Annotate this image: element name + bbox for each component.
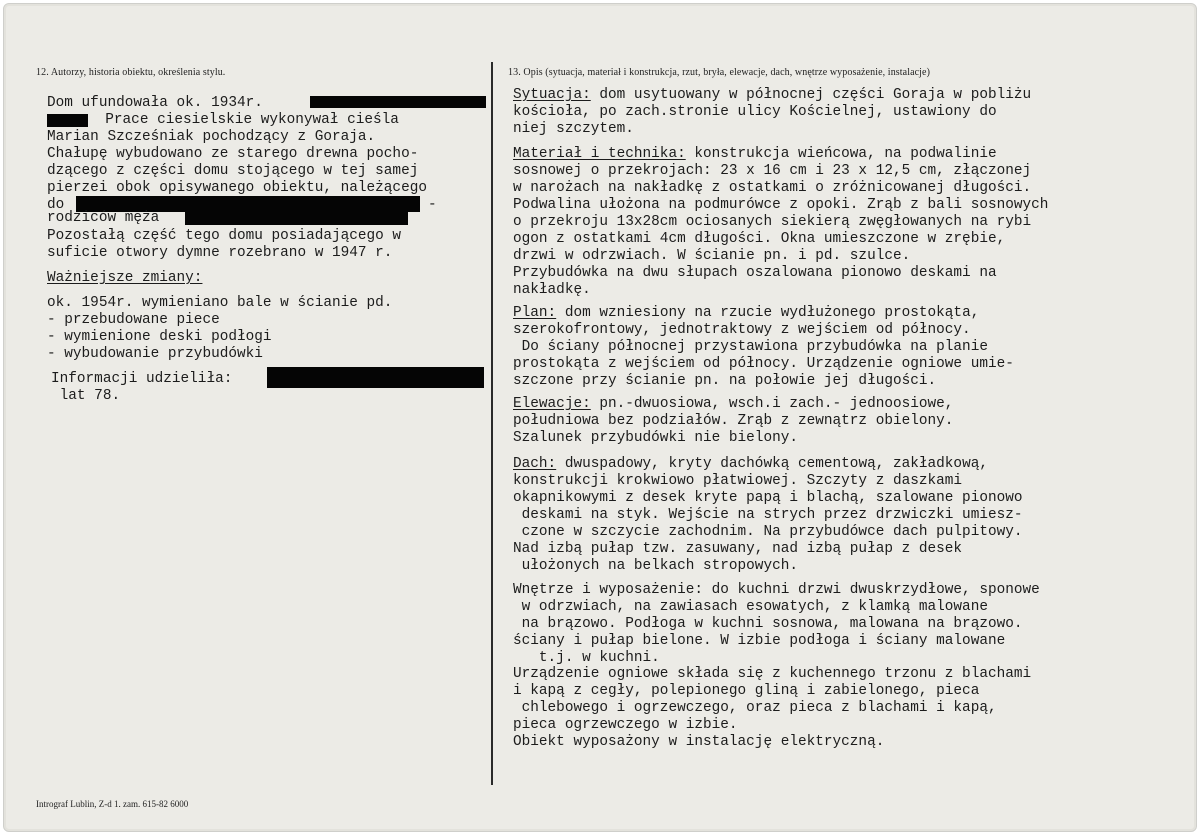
history-line: pierzei obok opisywanego obiektu, należącego <box>47 180 427 196</box>
material-line: w narożach na nakładkę z ostatkami o zróżnicowanej długości. <box>513 180 1032 196</box>
dach-section <box>513 456 988 473</box>
change-item: - przebudowane piece <box>47 312 220 328</box>
wnetrze-line: t.j. w kuchni. <box>513 650 660 666</box>
plan-label: Plan: <box>513 305 557 321</box>
history-line: rodziców męża <box>47 210 160 226</box>
change-item: - wymienione deski podłogi <box>47 329 272 345</box>
informant-label: Informacji udzieliła: <box>51 371 233 387</box>
plan-line: prostokąta z wejściem od północy. Urządzenie ogniowe umie- <box>513 356 1014 372</box>
informant-age: lat 78. <box>51 388 121 404</box>
history-dash: - <box>428 197 437 213</box>
history-line: Chałupę wybudowano ze starego drewna pocho- <box>47 146 419 162</box>
wnetrze-line: pieca ogrzewczego w izbie. <box>513 717 738 733</box>
dach-line: deskami na styk. Wejście na strych przez drzwiczki umiesz- <box>513 507 1023 523</box>
dach-line: ułożonych na belkach stropowych. <box>513 558 798 574</box>
plan-line: szerokofrontowy, jednotraktowy z wejściem od północy. <box>513 322 971 338</box>
wnetrze-line: w odrzwiach, na zawiasach esowatych, z klamką malowane <box>513 599 988 615</box>
history-line: Dom ufundowała ok. 1934r. <box>47 95 263 111</box>
elewacje-line: południowa bez podziałów. Zrąb z zewnątrz obielony. <box>513 413 954 429</box>
wnetrze-line: ściany i pułap bielone. W izbie podłoga i ściany malowane <box>513 633 1006 649</box>
history-line: suficie otwory dymne rozebrano w 1947 r. <box>47 245 393 261</box>
section-12-header: 12. Autorzy, historia obiektu, określenia stylu. <box>36 67 226 78</box>
sytuacja-label: Sytuacja: <box>513 87 591 103</box>
material-line: nakładkę. <box>513 282 591 298</box>
material-line: o przekroju 13x28cm ociosanych siekierą zwęgłowanych na rybi <box>513 214 1032 230</box>
plan-text: dom wzniesiony na rzucie wydłużonego prostokąta, <box>556 305 980 321</box>
wnetrze-line: Wnętrze i wyposażenie: do kuchni drzwi dwuskrzydłowe, sponowe <box>513 582 1040 598</box>
wnetrze-line: chlebowego i ogrzewczego, oraz pieca z blachami i kapą, <box>513 700 997 716</box>
material-section <box>513 146 997 163</box>
redaction-bar <box>310 96 486 108</box>
wnetrze-line: i kapą z cegły, polepionego gliną i zabielonego, pieca <box>513 683 980 699</box>
dach-label: Dach: <box>513 456 557 472</box>
elewacje-text: pn.-dwuosiowa, wsch.i zach.- jednoosiowe, <box>590 396 954 412</box>
redaction-bar <box>47 114 88 127</box>
changes-heading: Ważniejsze zmiany: <box>47 270 203 286</box>
plan-line: szczone przy ścianie pn. na połowie jej długości. <box>513 373 937 389</box>
history-line: dzącego z części domu stojącego w tej samej <box>47 163 419 179</box>
history-line: Pozostałą część tego domu posiadającego w <box>47 228 402 244</box>
elewacje-label: Elewacje: <box>513 396 591 412</box>
elewacje-line: Szalunek przybudówki nie bielony. <box>513 430 798 446</box>
plan-line: Do ściany północnej przystawiona przybudówka na planie <box>513 339 988 355</box>
wnetrze-line: Urządzenie ogniowe składa się z kuchennego trzonu z blachami <box>513 666 1032 682</box>
material-line: sosnowej o przekrojach: 23 x 16 cm i 23 x 12,5 cm, złączonej <box>513 163 1032 179</box>
dach-line: Nad izbą pułap tzw. zasuwany, nad izbą pułap z desek <box>513 541 963 557</box>
elewacje-section <box>513 396 953 413</box>
sytuacja-section <box>513 87 1031 104</box>
change-item: - wybudowanie przybudówki <box>47 346 263 362</box>
dach-line: konstrukcji krokwiowo płatwiowej. Szczyty z daszkami <box>513 473 963 489</box>
dach-line: okapnikowymi z desek kryte papą i blachą, szalowane pionowo <box>513 490 1023 506</box>
wnetrze-line: na brązowo. Podłoga w kuchni sosnowa, malowana na brązowo. <box>513 616 1023 632</box>
section-13-header: 13. Opis (sytuacja, materiał i konstrukcja, rzut, bryła, elewacje, dach, wnętrze wyposażenie, instalacje) <box>508 67 930 78</box>
plan-section <box>513 305 979 322</box>
material-line: ogon z ostatkami 4cm długości. Okna umieszczone w zrębie, <box>513 231 1006 247</box>
wnetrze-line: Obiekt wyposażony w instalację elektryczną. <box>513 734 885 750</box>
printer-imprint: Intrograf Lublin, Z-d 1. zam. 615-82 6000 <box>36 799 189 809</box>
sytuacja-text: dom usytuowany w północnej części Goraja w pobliżu <box>590 87 1032 103</box>
history-line: do <box>47 197 65 213</box>
dach-text: dwuspadowy, kryty dachówką cementową, zakładkową, <box>556 456 988 472</box>
sytuacja-line: kościoła, po zach.stronie ulicy Kościelnej, ustawiony do <box>513 104 997 120</box>
material-text: konstrukcja wieńcowa, na podwalinie <box>685 146 997 162</box>
history-line: Prace ciesielskie wykonywał cieśla <box>88 112 399 128</box>
sytuacja-line: niej szczytem. <box>513 121 634 137</box>
material-line: drzwi w odrzwiach. W ścianie pn. i pd. szulce. <box>513 248 911 264</box>
material-label: Materiał i technika: <box>513 146 686 162</box>
material-line: Podwalina ułożona na podmurówce z opoki. Zrąb z bali sosnowych <box>513 197 1049 213</box>
dach-line: czone w szczycie zachodnim. Na przybudówce dach pulpitowy. <box>513 524 1023 540</box>
material-line: Przybudówka na dwu słupach oszalowana pionowo deskami na <box>513 265 997 281</box>
column-divider <box>491 62 493 785</box>
change-item: ok. 1954r. wymieniano bale w ścianie pd. <box>47 295 393 311</box>
history-line: Marian Szcześniak pochodzący z Goraja. <box>47 129 376 145</box>
redaction-bar <box>185 211 408 225</box>
redaction-bar <box>267 367 484 388</box>
